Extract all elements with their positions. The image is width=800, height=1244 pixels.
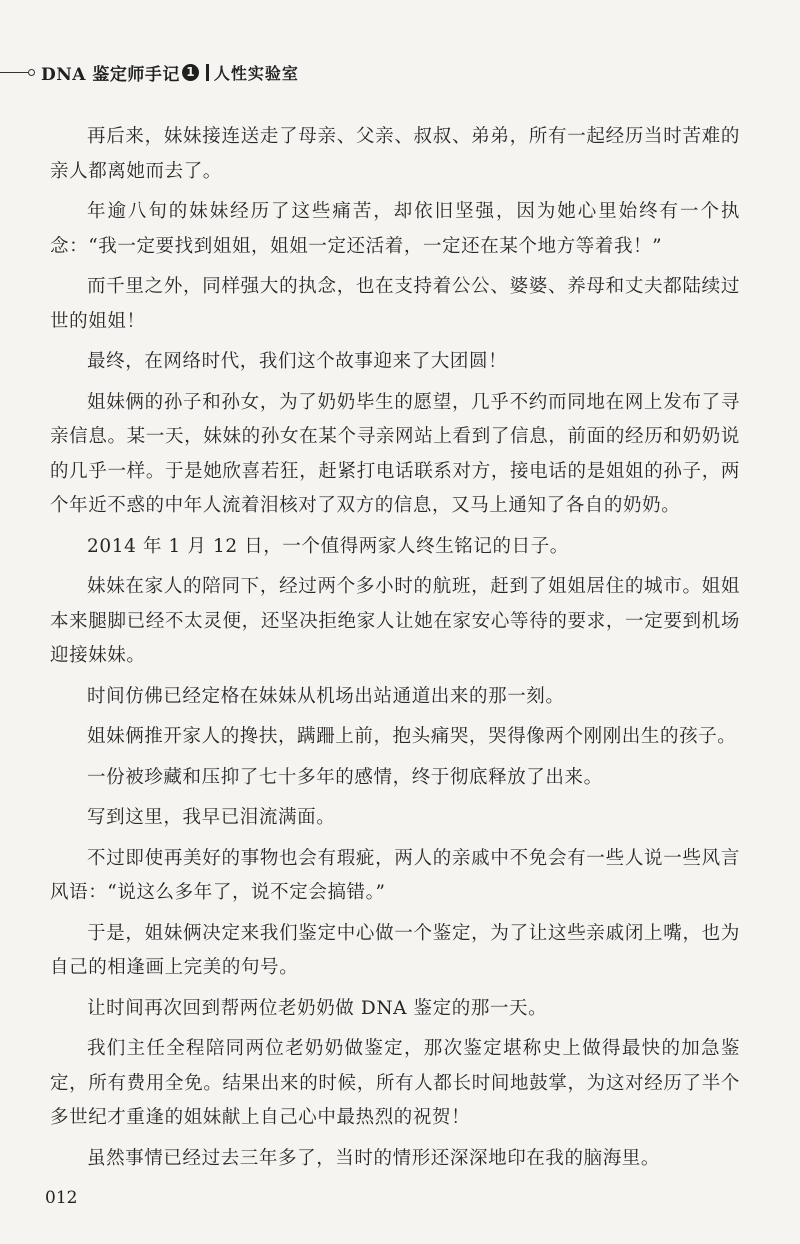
book-title: DNA 鉴定师手记 xyxy=(41,64,180,85)
paragraph: 写到这里，我早已泪流满面。 xyxy=(87,807,336,828)
book-subtitle: 人性实验室 xyxy=(213,63,299,83)
header-separator xyxy=(206,64,209,81)
paragraph: 时间仿佛已经定格在妹妹从机场出站通道出来的那一刻。 xyxy=(87,685,565,707)
volume-number-badge: 1 xyxy=(182,64,199,81)
paragraph: 让时间再次回到帮两位老奶奶做 DNA 鉴定的那一天。 xyxy=(87,997,548,1019)
paragraph: 一份被珍藏和压抑了七十多年的感情，终于彻底释放了出来。 xyxy=(87,766,603,788)
paragraph: 年逾八旬的妹妹经历了这些痛苦，却依旧坚强，因为她心里始终有一个执念：“我一定要找到姐姐，姐姐一定还活着，一定还在某个地方等着我！” xyxy=(50,201,740,257)
running-header xyxy=(0,58,800,86)
paragraph: 于是，姐妹俩决定来我们鉴定中心做一个鉴定，为了让这些亲戚闭上嘴，也为自己的相逢画上完美的句号。 xyxy=(50,922,740,978)
paragraph: 而千里之外，同样强大的执念，也在支持着公公、婆婆、养母和丈夫都陆续过世的姐姐！ xyxy=(50,276,740,332)
paragraph: 我们主任全程陪同两位老奶奶做鉴定，那次鉴定堪称史上做得最快的加急鉴定，所有费用全免。结果出来的时候，所有人都长时间地鼓掌，为这对经历了半个多世纪才重逢的姐妹献上自己心中最热烈的祝贺！ xyxy=(50,1038,740,1128)
body-text xyxy=(50,120,740,1182)
paragraph: 2014 年 1 月 12 日，一个值得两家人终生铭记的日子。 xyxy=(87,535,569,557)
paragraph: 再后来，妹妹接连送走了母亲、父亲、叔叔、弟弟，所有一起经历当时苦难的亲人都离她而去了。 xyxy=(50,126,740,182)
paragraph: 姐妹俩的孙子和孙女，为了奶奶毕生的愿望，几乎不约而同地在网上发布了寻亲信息。某一天，妹妹的孙女在某个寻亲网站上看到了信息，前面的经历和奶奶说的几乎一样。于是她欣喜若狂，赶紧打电话联系对方，接电话的是姐姐的孙子，两个年近不惑的中年人流着泪核对了双方的信息，又马上通知了各自的奶奶。 xyxy=(50,391,740,516)
header-circle-ornament xyxy=(28,69,35,76)
paragraph: 虽然事情已经过去三年多了，当时的情形还深深地印在我的脑海里。 xyxy=(87,1147,661,1169)
page-number: 012 xyxy=(45,1188,78,1208)
paragraph: 不过即使再美好的事物也会有瑕疵，两人的亲戚中不免会有一些人说一些风言风语：“说这么多年了，说不定会搞错。” xyxy=(50,847,740,903)
paragraph: 最终，在网络时代，我们这个故事迎来了大团圆！ xyxy=(87,351,508,372)
paragraph: 姐妹俩推开家人的搀扶，蹒跚上前，抱头痛哭，哭得像两个刚刚出生的孩子。 xyxy=(87,726,737,747)
header-rule xyxy=(0,72,28,73)
paragraph: 妹妹在家人的陪同下，经过两个多小时的航班，赶到了姐姐居住的城市。姐姐本来腿脚已经不太灵便，还坚决拒绝家人让她在家安心等待的要求，一定要到机场迎接妹妹。 xyxy=(50,576,740,666)
